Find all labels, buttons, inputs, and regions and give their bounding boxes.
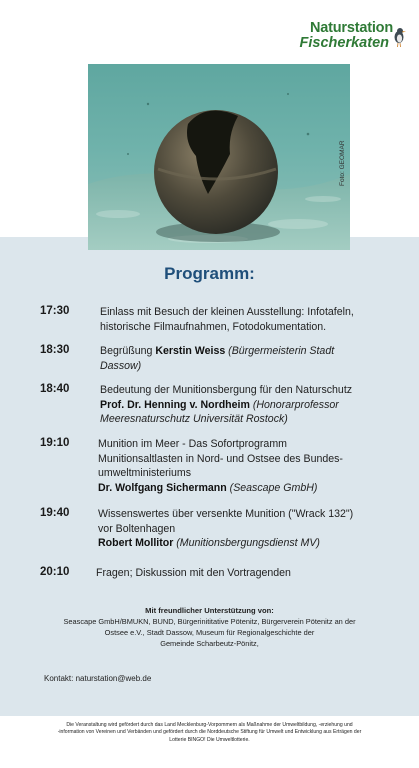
speaker-role: (Seascape GmbH) (226, 481, 318, 494)
program-time: 18:40 (40, 383, 70, 395)
speaker-role: Dassow) (100, 359, 142, 372)
program-description-line: vor Boltenhagen (98, 522, 176, 535)
program-description (98, 437, 343, 495)
supporters-title: Mit freundlicher Unterstützung von: (145, 606, 274, 615)
program-description-line: Bedeutung der Munitionsbergung für den Naturschutz (100, 384, 353, 396)
speaker-role: Meeresnaturschutz Universität Rostock) (100, 413, 288, 425)
program-description-line: Wissenswertes über versenkte Munition ("Wrack 132") (98, 508, 354, 520)
program-description-line: Fragen; Diskussion mit den Vortragenden (96, 567, 291, 579)
supporters-line: Ostsee e.V., Stadt Dassow, Museum für Regionalgeschichte der (104, 628, 315, 637)
program-time: 17:30 (40, 305, 70, 317)
speaker-name: Robert Mollitor (98, 537, 174, 549)
contact-email: Kontakt: naturstation@web.de (44, 674, 152, 683)
program-description-line: historische Filmaufnahmen, Fotodokumentation. (100, 320, 327, 333)
program-description-text: Begrüßung (100, 345, 156, 357)
supporters-line: Gemeinde Scharbeutz-Pönitz, (160, 639, 259, 648)
logo-line-fischerkaten: Fischerkaten (299, 35, 389, 51)
funding-line: Lotterie BINGO! Die Umweltlotterie. (169, 736, 250, 743)
bird-icon (391, 26, 407, 48)
logo-line-naturstation: Naturstation (310, 20, 393, 36)
program-time: 19:10 (40, 437, 70, 449)
underwater-mine-photo (88, 64, 350, 250)
program-description (100, 305, 354, 334)
funding-line: -information von Vereinen und Verbänden und gefördert durch die Norddeutsche Stiftung für Umwelt und Entwicklung aus Erträgen der (57, 729, 362, 736)
program-description (96, 566, 291, 581)
program-description-line: Munitionsaltlasten in Nord- und Ostsee des Bundes- (98, 452, 343, 465)
funding-line: Die Veranstaltung wird gefördert durch das Land Mecklenburg-Vorpommern als Maßnahme der Umweltbildung, -erziehung und (66, 722, 353, 728)
program-time: 20:10 (40, 566, 70, 578)
funding-notice (0, 722, 419, 744)
program-description-line: umweltministeriums (98, 467, 192, 479)
speaker-role: (Honorarprofessor (249, 398, 339, 411)
program-description (98, 507, 353, 551)
program-description-line: Munition im Meer - Das Sofortprogramm (98, 438, 287, 450)
program-description (100, 383, 352, 427)
naturstation-logo (257, 20, 407, 60)
speaker-name: Kerstin Weiss (155, 345, 226, 357)
program-description-line: Einlass mit Besuch der kleinen Ausstellung: Infotafeln, (100, 306, 354, 318)
program-time: 18:30 (40, 344, 70, 356)
speaker-role: (Munitionsbergungsdienst MV) (173, 537, 320, 549)
supporters-line: Seascape GmbH/BMUKN, BUND, Bürgerinititative Pötenitz, Bürgerverein Pötenitz an der (63, 617, 356, 626)
program-time: 19:40 (40, 507, 70, 519)
speaker-name: Dr. Wolfgang Sichermann (98, 481, 227, 494)
program-heading: Programm: (164, 264, 255, 283)
photo-credit: Foto: GEOMAR (339, 140, 346, 186)
speaker-role: (Bürgermeisterin Stadt (225, 345, 335, 357)
speaker-name: Prof. Dr. Henning v. Nordheim (100, 398, 250, 411)
program-description (100, 344, 334, 373)
supporters-block (0, 605, 419, 649)
